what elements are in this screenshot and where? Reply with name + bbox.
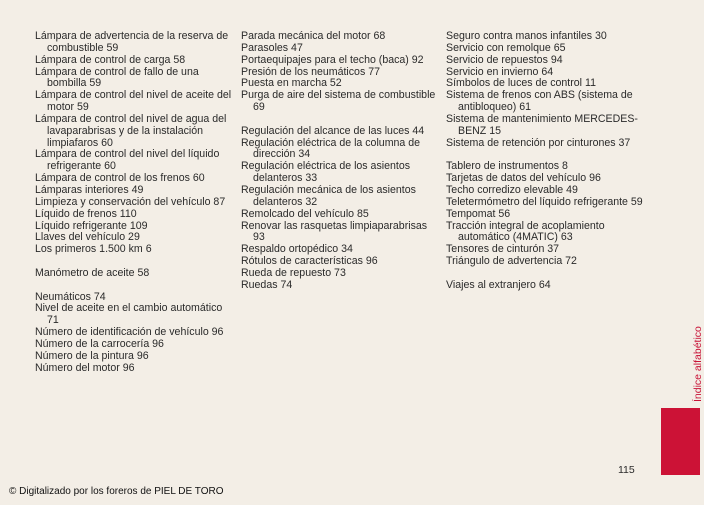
index-entry: Puesta en marcha 52 — [241, 77, 342, 90]
index-entry: Lámpara de advertencia de la reserva de combustible 59 — [35, 30, 229, 54]
index-entry: Número del motor 96 — [35, 361, 135, 374]
index-entry: Parasoles 47 — [241, 41, 303, 54]
index-column-2 — [241, 31, 441, 292]
index-entry: Manómetro de aceite 58 — [35, 266, 150, 279]
index-entry: Lámpara de control del nivel de agua del lavaparabrisas y de la instalación limpiafaros 60 — [35, 112, 227, 149]
index-entry: Número de la carrocería 96 — [35, 337, 164, 350]
index-entry: Parada mecánica del motor 68 — [241, 30, 386, 42]
index-entry: Llaves del vehículo 29 — [35, 231, 140, 244]
index-entry: Lámpara de control del nivel de aceite del motor 59 — [35, 89, 232, 114]
index-entry: Regulación eléctrica de los asientos delanteros 33 — [241, 160, 411, 185]
index-entry: Lámparas interiores 49 — [35, 183, 144, 196]
section-tab — [661, 408, 700, 475]
index-entry: Líquido de frenos 110 — [35, 207, 137, 220]
index-entry: Presión de los neumáticos 77 — [241, 65, 380, 78]
index-entry: Tensores de cinturón 37 — [446, 243, 560, 256]
index-entry: Los primeros 1.500 km 6 — [35, 243, 152, 256]
index-entry: Servicio en invierno 64 — [446, 65, 554, 78]
index-entry: Neumáticos 74 — [35, 290, 106, 303]
index-entry: Regulación mecánica de los asientos delanteros 32 — [241, 183, 416, 208]
index-entry: Triángulo de advertencia 72 — [446, 255, 577, 268]
index-entry: Servicio de repuestos 94 — [446, 53, 563, 66]
index-entry: Número de identificación de vehículo 96 — [35, 326, 224, 339]
index-entry: Regulación del alcance de las luces 44 — [241, 124, 425, 137]
index-entry: Seguro contra manos infantiles 30 — [446, 30, 607, 42]
index-entry: Remolcado del vehículo 85 — [241, 207, 369, 220]
index-entry: Servicio con remolque 65 — [446, 41, 566, 54]
index-entry: Teletermómetro del líquido refrigerante 59 — [446, 195, 643, 208]
index-entry: Número de la pintura 96 — [35, 349, 149, 362]
index-column-1 — [35, 31, 235, 374]
index-entry: Tablero de instrumentos 8 — [446, 160, 568, 173]
index-entry: Regulación eléctrica de la columna de dirección 34 — [241, 136, 421, 161]
index-entry: Viajes al extranjero 64 — [446, 278, 551, 291]
index-entry: Sistema de retención por cinturones 37 — [446, 136, 631, 149]
entry-spacer — [241, 114, 441, 126]
index-entry: Ruedas 74 — [241, 278, 293, 291]
index-entry: Renovar las rasquetas limpiaparabrisas 93 — [241, 219, 428, 244]
entry-spacer — [446, 268, 646, 280]
section-label: Índice alfabético — [692, 326, 704, 402]
index-entry: Sistema de mantenimiento MERCEDES-BENZ 15 — [446, 112, 638, 137]
footer-credit: © Digitalizado por los foreros de PIEL DE TORO — [9, 486, 224, 497]
index-entry: Portaequipajes para el techo (baca) 92 — [241, 53, 424, 66]
index-entry: Rótulos de características 96 — [241, 255, 378, 268]
index-entry: Tempomat 56 — [446, 207, 511, 220]
index-entry: Techo corredizo elevable 49 — [446, 183, 578, 196]
index-entry: Nivel de aceite en el cambio automático 71 — [35, 302, 223, 327]
index-column-3 — [446, 31, 646, 292]
index-entry: Purga de aire del sistema de combustible 69 — [241, 89, 436, 114]
index-entry: Lámpara de control de los frenos 60 — [35, 172, 205, 185]
index-entry: Lámpara de control del nivel del líquido refrigerante 60 — [35, 148, 220, 173]
index-entry: Líquido refrigerante 109 — [35, 219, 148, 232]
page-number: 115 — [618, 464, 635, 476]
index-entry: Lámpara de control de carga 58 — [35, 53, 186, 66]
index-entry: Tracción integral de acoplamiento automático (4MATIC) 63 — [446, 219, 605, 244]
index-entry: Rueda de repuesto 73 — [241, 266, 346, 279]
entry-spacer — [35, 280, 235, 292]
index-entry: Lámpara de control de fallo de una bombilla 59 — [35, 65, 199, 90]
index-entry: Tarjetas de datos del vehículo 96 — [446, 172, 601, 185]
index-entry: Limpieza y conservación del vehículo 87 — [35, 195, 226, 208]
index-entry: Sistema de frenos con ABS (sistema de antibloqueo) 61 — [446, 89, 633, 114]
index-entry: Respaldo ortopédico 34 — [241, 243, 353, 256]
index-entry: Símbolos de luces de control 11 — [446, 77, 596, 90]
